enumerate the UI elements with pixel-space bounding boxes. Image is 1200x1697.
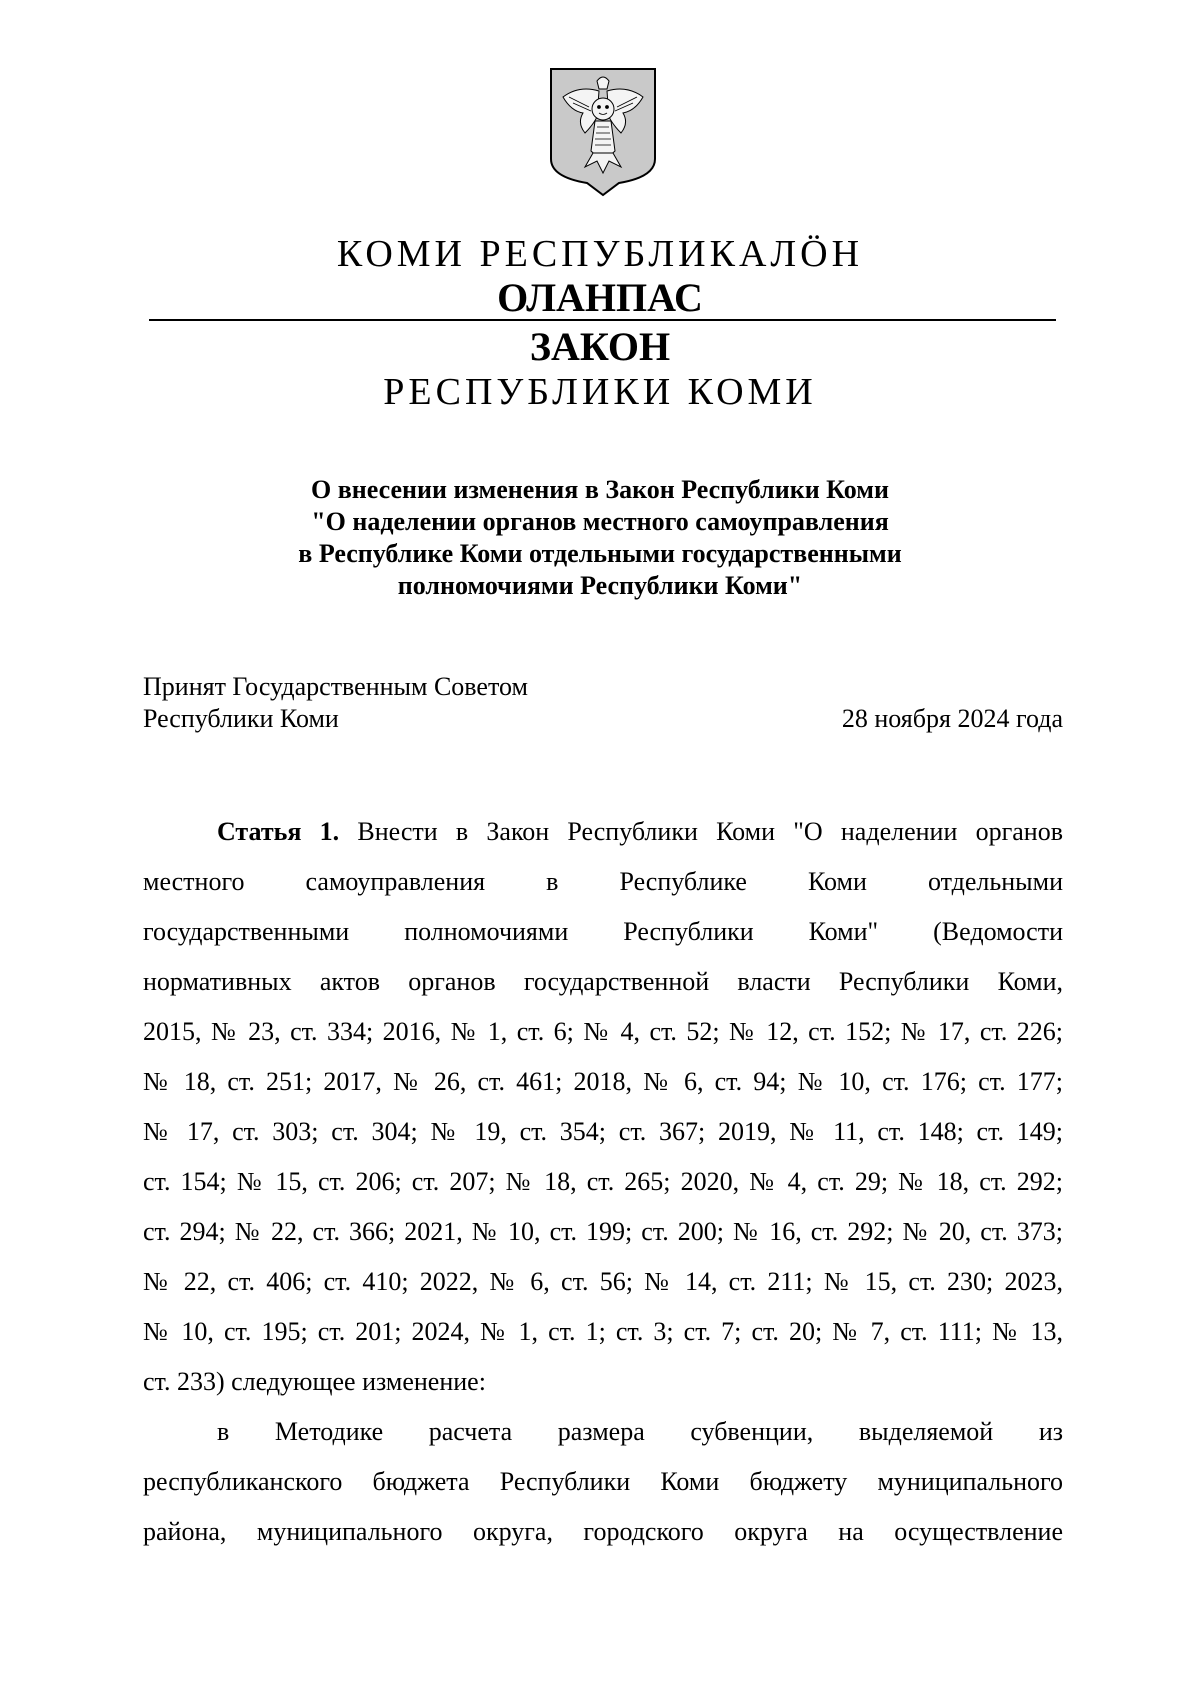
header-divider: [149, 319, 1056, 321]
article-line: № 17, ст. 303; ст. 304; № 19, ст. 354; ст. 367; 2019, № 11, ст. 148; ст. 149;: [143, 1117, 1063, 1146]
header-olanpas: ОЛАНПАС: [497, 275, 703, 320]
law-title-line: в Республике Коми отдельными государственными: [298, 539, 902, 568]
article-line: № 10, ст. 195; ст. 201; 2024, № 1, ст. 1; ст. 3; ст. 7; ст. 20; № 7, ст. 111; № 13,: [143, 1317, 1063, 1346]
coat-of-arms-emblem: [549, 67, 657, 197]
adoption-block: [143, 671, 1063, 735]
law-title-line: полномочиями Республики Коми": [397, 571, 803, 600]
article-line: нормативных актов органов государственной власти Республики Коми,: [143, 967, 1063, 996]
article-line: № 22, ст. 406; ст. 410; 2022, № 6, ст. 56; № 14, ст. 211; № 15, ст. 230; 2023,: [143, 1267, 1063, 1296]
article-line: ст. 154; № 15, ст. 206; ст. 207; № 18, ст. 265; 2020, № 4, ст. 29; № 18, ст. 292;: [143, 1167, 1063, 1196]
article-line: 2015, № 23, ст. 334; 2016, № 1, ст. 6; № 4, ст. 52; № 12, ст. 152; № 17, ст. 226;: [143, 1017, 1063, 1046]
adoption-line-2: Республики Коми: [143, 704, 339, 733]
adoption-date: 28 ноября 2024 года: [841, 704, 1063, 733]
article-line: ст. 233) следующее изменение:: [143, 1367, 486, 1396]
law-title-line: О внесении изменения в Закон Республики Коми: [311, 475, 889, 504]
header-republic-line: РЕСПУБЛИКИ КОМИ: [383, 371, 817, 413]
article-label: Статья 1.: [217, 817, 340, 846]
article-first-line-text: Внести в Закон Республики Коми "О наделении органов: [339, 817, 1063, 846]
paragraph-line: района, муниципального округа, городского округа на осуществление: [143, 1517, 1063, 1546]
article-line: государственными полномочиями Республики Коми" (Ведомости: [143, 917, 1063, 946]
article-1: [143, 807, 1063, 1557]
paragraph-line: в Методике расчета размера субвенции, выделяемой из: [217, 1417, 1063, 1446]
article-line: местного самоуправления в Республике Коми отдельными: [143, 867, 1063, 896]
law-title: [0, 474, 1200, 602]
adoption-line-1: Принят Государственным Советом: [143, 672, 528, 701]
header-komi-line: КОМИ РЕСПУБЛИКАЛӦН: [336, 233, 864, 275]
article-line: [143, 807, 1063, 857]
law-title-line: "О наделении органов местного самоуправления: [311, 507, 889, 536]
paragraph-line: республиканского бюджета Республики Коми бюджету муниципального: [143, 1467, 1063, 1496]
article-line: № 18, ст. 251; 2017, № 26, ст. 461; 2018, № 6, ст. 94; № 10, ст. 176; ст. 177;: [143, 1067, 1063, 1096]
article-line: ст. 294; № 22, ст. 366; 2021, № 10, ст. 199; ст. 200; № 16, ст. 292; № 20, ст. 373;: [143, 1217, 1063, 1246]
header-zakon: ЗАКОН: [529, 324, 671, 369]
